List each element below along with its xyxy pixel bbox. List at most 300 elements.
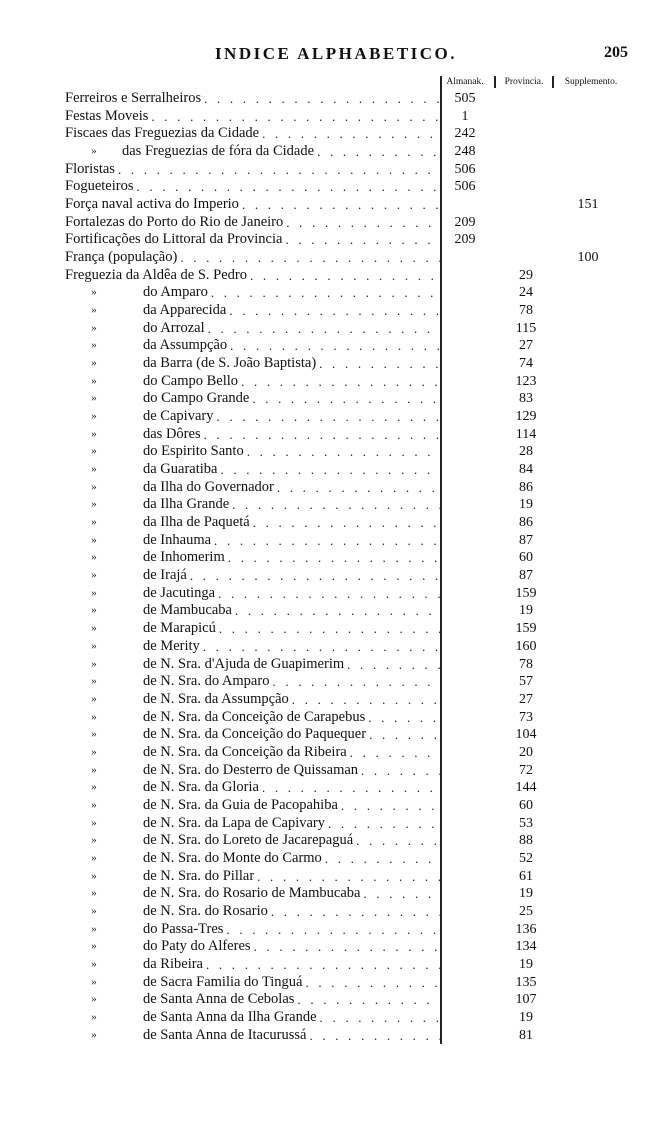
page-ref-provincia: 53 [519, 815, 533, 831]
entry-label [143, 709, 440, 727]
page-ref-provincia: 60 [519, 550, 533, 566]
page-ref-provincia: 24 [519, 285, 533, 301]
page-title: INDICE ALPHABETICO. [214, 44, 458, 63]
leader-dots [229, 302, 440, 320]
ditto-mark: » [91, 869, 97, 882]
entry-label-text: da Apparecida [143, 302, 227, 319]
column-header-provincia: Provincia. [504, 77, 544, 87]
index-entry [0, 90, 672, 108]
entry-label [143, 762, 440, 780]
page-ref-provincia: 19 [519, 886, 533, 902]
page-ref-provincia: 29 [519, 267, 533, 283]
leader-dots [262, 125, 440, 143]
entry-label-text: de Inhomerim [143, 549, 225, 566]
page-ref-provincia: 129 [515, 409, 537, 425]
leader-dots [272, 673, 440, 691]
entry-label [122, 143, 440, 161]
page-ref-provincia: 25 [519, 903, 533, 919]
leader-dots [216, 408, 440, 426]
entry-label-text: do Paty do Alferes [143, 938, 251, 955]
page-ref-provincia: 87 [519, 568, 533, 584]
leader-dots [218, 585, 440, 603]
index-entry [0, 143, 672, 161]
entry-label-text: de Santa Anna da Ilha Grande [143, 1008, 317, 1025]
ditto-mark: » [91, 604, 97, 617]
entry-label [65, 214, 440, 232]
page-ref-provincia: 134 [515, 939, 537, 955]
entry-label [65, 125, 440, 143]
ditto-mark: » [91, 763, 97, 776]
entry-label [143, 885, 440, 903]
ditto-mark: » [91, 657, 97, 670]
column-header-almanak: Almanak. [446, 77, 484, 87]
entry-label [143, 832, 440, 850]
page-ref-provincia: 27 [519, 338, 533, 354]
entry-label [65, 161, 440, 179]
index-entry [0, 125, 672, 143]
entry-label [143, 514, 440, 532]
index-entry [0, 196, 672, 214]
entry-label [143, 779, 440, 797]
leader-dots [250, 267, 440, 285]
ditto-mark: » [91, 569, 97, 582]
entry-label [143, 479, 440, 497]
index-entry [0, 390, 672, 408]
entry-label [65, 178, 440, 196]
index-entry [0, 656, 672, 674]
entry-label-text: Festas Moveis [65, 107, 149, 124]
ditto-mark: » [91, 374, 97, 387]
page-ref-provincia: 60 [519, 797, 533, 813]
entry-label [143, 320, 440, 338]
page-ref-supplemento: 151 [577, 197, 599, 213]
leader-dots [369, 726, 440, 744]
index-entry [0, 991, 672, 1009]
page-ref-provincia: 74 [519, 356, 533, 372]
entry-label [143, 938, 440, 956]
ditto-mark: » [91, 904, 97, 917]
entry-label [143, 744, 440, 762]
page-ref-provincia: 88 [519, 833, 533, 849]
index-entries [0, 90, 672, 1044]
page-ref-provincia: 86 [519, 479, 533, 495]
entry-label [143, 921, 440, 939]
leader-dots [286, 214, 440, 232]
entry-label [143, 797, 440, 815]
index-entry [0, 426, 672, 444]
ditto-mark: » [91, 887, 97, 900]
leader-dots [230, 337, 440, 355]
entry-label-text: de N. Sra. da Conceição do Paquequer [143, 726, 367, 743]
page-ref-provincia: 83 [519, 391, 533, 407]
entry-label-text: de N. Sra. do Pillar [143, 867, 255, 884]
page-ref-provincia: 52 [519, 850, 533, 866]
entry-label-text: de N. Sra. da Assumpção [143, 690, 289, 707]
entry-label [143, 443, 440, 461]
entry-label [143, 673, 440, 691]
column-divider [494, 76, 496, 88]
page-ref-provincia: 19 [519, 497, 533, 513]
entry-label [143, 373, 440, 391]
leader-dots [361, 762, 440, 780]
ditto-mark: » [91, 957, 97, 970]
leader-dots [320, 1009, 440, 1027]
entry-label-text: do Campo Bello [143, 372, 239, 389]
leader-dots [297, 991, 440, 1009]
leader-dots [151, 108, 440, 126]
entry-label [143, 638, 440, 656]
entry-label-text: do Passa-Tres [143, 920, 224, 937]
entry-label [65, 90, 440, 108]
entry-label-text: da Guaratiba [143, 461, 218, 478]
page-ref-provincia: 81 [519, 1027, 533, 1043]
index-entry [0, 532, 672, 550]
index-entry [0, 231, 672, 249]
leader-dots [325, 850, 440, 868]
ditto-mark: » [91, 145, 97, 158]
entry-label [65, 196, 440, 214]
index-entry [0, 1009, 672, 1027]
ditto-mark: » [91, 639, 97, 652]
page-ref-provincia: 160 [515, 638, 537, 654]
ditto-mark: » [91, 975, 97, 988]
page-ref-provincia: 20 [519, 744, 533, 760]
entry-label [143, 355, 440, 373]
index-entry [0, 974, 672, 992]
leader-dots [254, 938, 440, 956]
index-entry [0, 214, 672, 232]
index-entry [0, 832, 672, 850]
column-header-supplemento: Supplemento. [564, 77, 618, 87]
entry-label [143, 426, 440, 444]
ditto-mark: » [91, 339, 97, 352]
page-ref-almanak: 506 [454, 179, 476, 195]
leader-dots [232, 496, 440, 514]
entry-label-text: de N. Sra. d'Ajuda de Guapimerim [143, 655, 345, 672]
ditto-mark: » [91, 922, 97, 935]
leader-dots [317, 143, 440, 161]
page-ref-provincia: 84 [519, 462, 533, 478]
entry-label-text: do Espirito Santo [143, 443, 244, 460]
leader-dots [306, 974, 441, 992]
entry-label [143, 815, 440, 833]
page-ref-provincia: 135 [515, 974, 537, 990]
leader-dots [204, 426, 440, 444]
entry-label [143, 868, 440, 886]
page-ref-provincia: 61 [519, 868, 533, 884]
leader-dots [211, 284, 440, 302]
entry-label-text: Fortificações do Littoral da Provincia [65, 231, 283, 248]
index-entry [0, 726, 672, 744]
entry-label [143, 284, 440, 302]
ditto-mark: » [91, 516, 97, 529]
page-ref-provincia: 136 [515, 921, 537, 937]
ditto-mark: » [91, 745, 97, 758]
leader-dots [220, 461, 440, 479]
entry-label-text: da Assumpção [143, 337, 228, 354]
entry-label [65, 108, 440, 126]
index-entry [0, 479, 672, 497]
ditto-mark: » [91, 851, 97, 864]
leader-dots [253, 514, 440, 532]
index-entry [0, 938, 672, 956]
leader-dots [285, 231, 440, 249]
entry-label-text: de N. Sra. do Rosario [143, 902, 268, 919]
entry-label [143, 549, 440, 567]
index-entry [0, 691, 672, 709]
ditto-mark: » [91, 1028, 97, 1041]
ditto-mark: » [91, 463, 97, 476]
page-ref-provincia: 78 [519, 303, 533, 319]
index-entry [0, 178, 672, 196]
page-ref-almanak: 505 [454, 91, 476, 106]
entry-label-text: da Barra (de S. João Baptista) [143, 355, 317, 372]
entry-label-text: da Ilha de Paquetá [143, 514, 250, 531]
page-ref-almanak: 506 [454, 161, 476, 177]
entry-label-text: das Freguezias de fóra da Cidade [122, 143, 315, 160]
leader-dots [363, 885, 440, 903]
entry-label-text: Freguezia da Aldêa de S. Pedro [65, 266, 248, 283]
leader-dots [277, 479, 440, 497]
page-ref-provincia: 28 [519, 444, 533, 460]
entry-label-text: de N. Sra. da Gloria [143, 779, 259, 796]
ditto-mark: » [91, 445, 97, 458]
ditto-mark: » [91, 692, 97, 705]
ditto-mark: » [91, 728, 97, 741]
index-entry [0, 567, 672, 585]
entry-label-text: de N. Sra. da Lapa de Capivary [143, 814, 325, 831]
index-entry [0, 850, 672, 868]
page-ref-provincia: 27 [519, 691, 533, 707]
entry-label [143, 585, 440, 603]
page-number: 205 [604, 44, 628, 61]
leader-dots [341, 797, 440, 815]
entry-label-text: de Irajá [143, 567, 187, 584]
entry-label-text: Fiscaes das Freguezias da Cidade [65, 125, 260, 142]
ditto-mark: » [91, 798, 97, 811]
entry-label-text: de Jacutinga [143, 584, 216, 601]
page-ref-provincia: 73 [519, 709, 533, 725]
ditto-mark: » [91, 675, 97, 688]
index-entry [0, 903, 672, 921]
entry-label [143, 337, 440, 355]
entry-label-text: do Campo Grande [143, 390, 250, 407]
entry-label-text: de N. Sra. do Rosario de Mambucaba [143, 885, 361, 902]
index-entry [0, 443, 672, 461]
leader-dots [257, 868, 440, 886]
index-entry [0, 797, 672, 815]
entry-label [143, 302, 440, 320]
ditto-mark: » [91, 357, 97, 370]
leader-dots [262, 779, 440, 797]
page-ref-provincia: 107 [515, 992, 537, 1008]
index-entry [0, 461, 672, 479]
index-entry [0, 161, 672, 179]
entry-label-text: de N. Sra. do Desterro de Quissaman [143, 761, 359, 778]
index-entry [0, 108, 672, 126]
entry-label-text: de N. Sra. da Guia de Pacopahiba [143, 796, 338, 813]
index-entry [0, 373, 672, 391]
page-ref-provincia: 159 [515, 621, 537, 637]
index-entry [0, 514, 672, 532]
leader-dots [180, 249, 440, 267]
leader-dots [368, 709, 440, 727]
leader-dots [208, 320, 440, 338]
entry-label-text: do Arrozal [143, 319, 205, 336]
index-entry [0, 585, 672, 603]
index-entry [0, 602, 672, 620]
index-entry [0, 337, 672, 355]
ditto-mark: » [91, 321, 97, 334]
leader-dots [214, 532, 440, 550]
entry-label-text: das Dôres [143, 425, 201, 442]
entry-label [143, 532, 440, 550]
page-ref-provincia: 115 [515, 320, 537, 336]
ditto-mark: » [91, 834, 97, 847]
entry-label-text: da Ilha Grande [143, 496, 230, 513]
leader-dots [241, 373, 440, 391]
page-ref-provincia: 19 [519, 603, 533, 619]
leader-dots [356, 832, 440, 850]
leader-dots [226, 921, 440, 939]
page-ref-almanak: 1 [461, 108, 469, 124]
index-entry [0, 885, 672, 903]
page-ref-provincia: 57 [519, 674, 533, 690]
entry-label [143, 461, 440, 479]
leader-dots [203, 638, 440, 656]
page-ref-almanak: 248 [454, 144, 476, 160]
entry-label-text: de Santa Anna de Itacurussá [143, 1026, 307, 1043]
entry-label-text: de Mambucaba [143, 602, 232, 619]
entry-label [143, 691, 440, 709]
entry-label-text: de Marapicú [143, 620, 216, 637]
ditto-mark: » [91, 427, 97, 440]
entry-label-text: de Merity [143, 637, 200, 654]
leader-dots [219, 620, 440, 638]
page-ref-provincia: 78 [519, 656, 533, 672]
entry-label-text: de Inhauma [143, 531, 212, 548]
leader-dots [204, 90, 440, 108]
index-entry [0, 302, 672, 320]
entry-label-text: Força naval activa do Imperio [65, 196, 239, 213]
ditto-mark: » [91, 551, 97, 564]
entry-label-text: de N. Sra. da Conceição de Carapebus [143, 708, 366, 725]
index-entry [0, 355, 672, 373]
entry-label [143, 1027, 440, 1045]
index-entry [0, 320, 672, 338]
index-entry [0, 267, 672, 285]
entry-label [143, 496, 440, 514]
ditto-mark: » [91, 410, 97, 423]
ditto-mark: » [91, 993, 97, 1006]
index-entry [0, 620, 672, 638]
entry-label [143, 620, 440, 638]
entry-label [65, 231, 440, 249]
ditto-mark: » [91, 816, 97, 829]
leader-dots [271, 903, 440, 921]
leader-dots [247, 443, 440, 461]
entry-label-text: da Ribeira [143, 955, 203, 972]
entry-label-text: do Amparo [143, 284, 208, 301]
entry-label [143, 850, 440, 868]
leader-dots [309, 1027, 440, 1045]
leader-dots [235, 602, 440, 620]
index-entry [0, 408, 672, 426]
entry-label [143, 408, 440, 426]
page-ref-provincia: 123 [515, 373, 537, 389]
entry-label [143, 656, 440, 674]
page-ref-provincia: 87 [519, 532, 533, 548]
index-entry [0, 1027, 672, 1045]
entry-label-text: da Ilha do Governador [143, 478, 274, 495]
page-ref-provincia: 19 [519, 1009, 533, 1025]
entry-label [65, 249, 440, 267]
ditto-mark: » [91, 781, 97, 794]
entry-label-text: de Santa Anna de Cebolas [143, 991, 295, 1008]
leader-dots [136, 178, 440, 196]
page-ref-provincia: 144 [515, 780, 537, 796]
page-ref-almanak: 242 [454, 126, 476, 142]
index-entry [0, 956, 672, 974]
ditto-mark: » [91, 622, 97, 635]
leader-dots [118, 161, 440, 179]
entry-label [143, 903, 440, 921]
index-entry [0, 673, 672, 691]
leader-dots [319, 355, 440, 373]
entry-label-text: de N. Sra. da Conceição da Ribeira [143, 743, 347, 760]
entry-label [143, 726, 440, 744]
entry-label-text: Fortalezas do Porto do Rio de Janeiro [65, 213, 284, 230]
index-entry [0, 868, 672, 886]
entry-label-text: de Sacra Familia do Tinguá [143, 973, 303, 990]
leader-dots [242, 196, 440, 214]
entry-label-text: de N. Sra. do Loreto de Jacarepaguá [143, 832, 354, 849]
entry-label [143, 602, 440, 620]
entry-label-text: de N. Sra. do Monte do Carmo [143, 849, 322, 866]
index-entry [0, 921, 672, 939]
ditto-mark: » [91, 498, 97, 511]
ditto-mark: » [91, 304, 97, 317]
entry-label [65, 267, 440, 285]
leader-dots [328, 815, 440, 833]
leader-dots [206, 956, 440, 974]
index-entry [0, 638, 672, 656]
index-entry [0, 779, 672, 797]
entry-label-text: França (população) [65, 249, 178, 266]
entry-label [143, 1009, 440, 1027]
index-entry [0, 815, 672, 833]
index-entry [0, 249, 672, 267]
column-divider [552, 76, 554, 88]
entry-label [143, 567, 440, 585]
leader-dots [190, 567, 440, 585]
page-ref-almanak: 209 [454, 214, 476, 230]
page-ref-provincia: 72 [519, 762, 533, 778]
leader-dots [350, 744, 440, 762]
index-entry [0, 496, 672, 514]
entry-label-text: de Capivary [143, 408, 214, 425]
page-ref-provincia: 104 [515, 727, 537, 743]
leader-dots [252, 390, 440, 408]
ditto-mark: » [91, 480, 97, 493]
entry-label [143, 991, 440, 1009]
page-ref-provincia: 159 [515, 585, 537, 601]
entry-label [143, 390, 440, 408]
index-entry [0, 549, 672, 567]
page-ref-provincia: 114 [515, 426, 537, 442]
page-ref-provincia: 86 [519, 515, 533, 531]
leader-dots [347, 656, 440, 674]
